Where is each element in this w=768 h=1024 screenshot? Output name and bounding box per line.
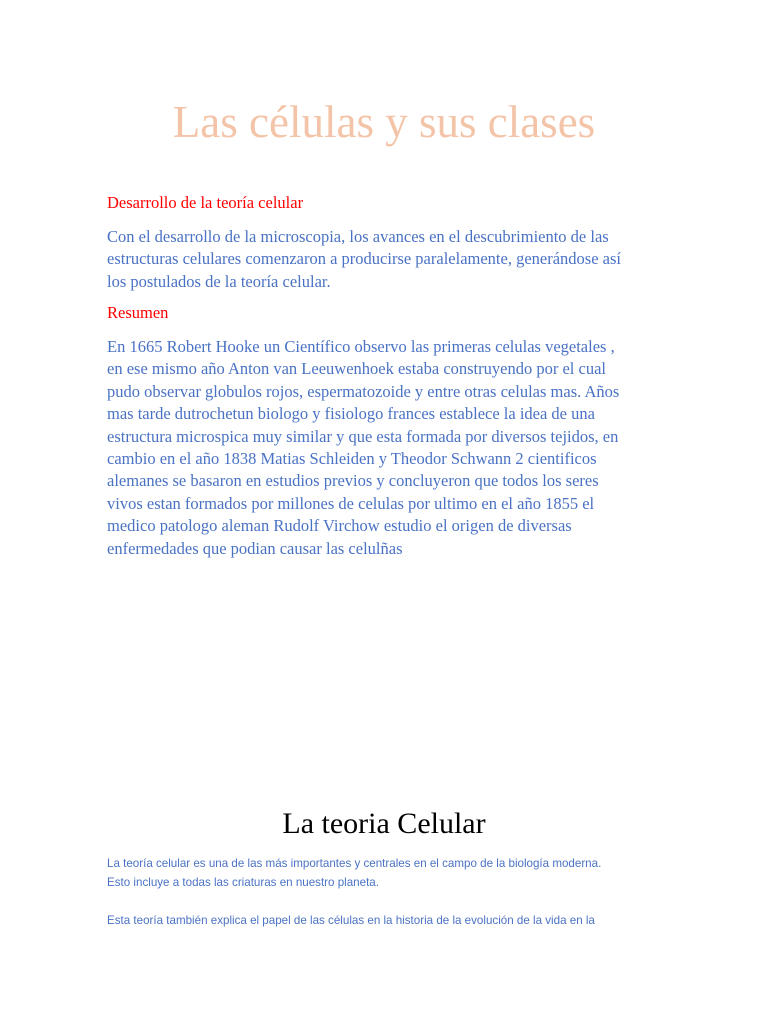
text-line: Con el desarrollo de la microscopia, los avances en el descubrimiento de las: [107, 227, 609, 246]
text-line: alemanes se basaron en estudios previos y concluyeron que todos los seres: [107, 471, 599, 491]
text-line: estructura microspica muy similar y que esta formada por diversos tejidos, en: [107, 426, 619, 446]
text-line: los postulados de la teoría celular.: [107, 271, 331, 291]
paragraph-resumen: [107, 336, 667, 560]
text-line: mas tarde dutrochetun biologo y fisiologo frances establece la idea de una: [107, 404, 595, 424]
paragraph-teoria-2: [107, 912, 707, 931]
paragraph-desarrollo: [107, 226, 667, 293]
text-line: en ese mismo año Anton van Leeuwenhoek estaba construyendo por el cual: [107, 359, 606, 379]
text-line: vivos estan formados por millones de celulas por ultimo en el año 1855 el: [107, 493, 595, 513]
text-line: Esto incluye a todas las criaturas en nuestro planeta.: [107, 875, 379, 889]
text-line: estructuras celulares comenzaron a producirse paralelamente, generándose así: [107, 249, 621, 269]
document-title: Las células y sus clases: [172, 97, 596, 147]
paragraph-teoria-1: [107, 855, 707, 892]
teoria-subtitle: La teoria Celular: [282, 807, 486, 840]
text-line: medico patologo aleman Rudolf Virchow estudio el origen de diversas: [107, 516, 572, 536]
heading-desarrollo: Desarrollo de la teoría celular: [107, 193, 304, 212]
text-line: La teoría celular es una de las más importantes y centrales en el campo de la biología moderna.: [107, 857, 602, 870]
text-line: pudo observar globulos rojos, espermatozoide y entre otras celulas mas. Años: [107, 381, 620, 401]
text-line: En 1665 Robert Hooke un Científico observo las primeras celulas vegetales ,: [107, 337, 615, 356]
text-line: enfermedades que podian causar las celulñas: [107, 538, 403, 558]
text-line: cambio en el año 1838 Matias Schleiden y Theodor Schwann 2 cientificos: [107, 449, 597, 469]
text-line: Esta teoría también explica el papel de las células en la historia de la evolución de la vida en la: [107, 914, 595, 927]
heading-resumen: Resumen: [107, 303, 169, 322]
